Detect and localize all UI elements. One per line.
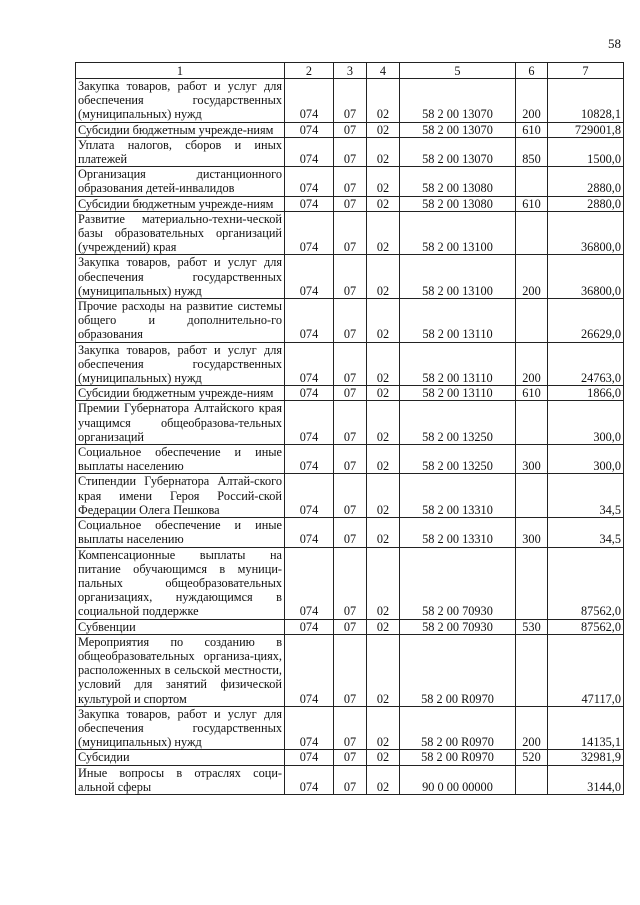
row-col5: 58 2 00 13310	[400, 474, 516, 518]
row-col6	[516, 299, 548, 343]
row-col4: 02	[367, 474, 400, 518]
row-col2: 074	[285, 706, 334, 750]
row-col3: 07	[334, 167, 367, 196]
row-name: Мероприятия по созданию в общеобразовательных организа-циях, расположенных в сельской местности, условий для занятий физической культурой и спортом	[76, 634, 285, 706]
row-col5: 58 2 00 70930	[400, 547, 516, 619]
row-col3: 07	[334, 386, 367, 401]
row-col5: 58 2 00 13110	[400, 386, 516, 401]
row-col4: 02	[367, 167, 400, 196]
row-col7: 47117,0	[548, 634, 624, 706]
row-col2: 074	[285, 137, 334, 166]
row-col7: 34,5	[548, 474, 624, 518]
row-col6	[516, 401, 548, 445]
row-name: Стипендии Губернатора Алтай-ского края имени Героя Россий-ской Федерации Олега Пешкова	[76, 474, 285, 518]
row-col4: 02	[367, 255, 400, 299]
table-row	[76, 137, 624, 166]
row-col6: 300	[516, 445, 548, 474]
row-col2: 074	[285, 518, 334, 547]
row-col4: 02	[367, 547, 400, 619]
header-cell: 5	[400, 63, 516, 79]
row-col6	[516, 765, 548, 794]
row-col5: 58 2 00 13250	[400, 401, 516, 445]
row-name: Закупка товаров, работ и услуг для обеспечения государственных (муниципальных) нужд	[76, 342, 285, 386]
row-col6	[516, 167, 548, 196]
header-row	[76, 63, 624, 79]
row-col4: 02	[367, 750, 400, 765]
row-col2: 074	[285, 750, 334, 765]
table-row	[76, 634, 624, 706]
header-cell: 4	[367, 63, 400, 79]
row-col7: 2880,0	[548, 196, 624, 211]
row-col7: 24763,0	[548, 342, 624, 386]
row-col6: 850	[516, 137, 548, 166]
row-col5: 58 2 00 70930	[400, 619, 516, 634]
row-name: Иные вопросы в отраслях соци-альной сферы	[76, 765, 285, 794]
row-col7: 36800,0	[548, 255, 624, 299]
table-row	[76, 401, 624, 445]
table-row	[76, 765, 624, 794]
row-col7: 14135,1	[548, 706, 624, 750]
row-col4: 02	[367, 299, 400, 343]
table-row	[76, 386, 624, 401]
row-name: Закупка товаров, работ и услуг для обеспечения государственных (муниципальных) нужд	[76, 79, 285, 123]
row-col5: 58 2 00 13110	[400, 299, 516, 343]
row-col4: 02	[367, 401, 400, 445]
row-col3: 07	[334, 518, 367, 547]
row-col2: 074	[285, 79, 334, 123]
row-col3: 07	[334, 122, 367, 137]
row-col3: 07	[334, 255, 367, 299]
row-col5: 58 2 00 13080	[400, 196, 516, 211]
row-col7: 87562,0	[548, 619, 624, 634]
row-col5: 58 2 00 13250	[400, 445, 516, 474]
row-col3: 07	[334, 342, 367, 386]
row-col4: 02	[367, 634, 400, 706]
row-col2: 074	[285, 401, 334, 445]
table-row	[76, 750, 624, 765]
row-col4: 02	[367, 386, 400, 401]
table-row	[76, 547, 624, 619]
row-col2: 074	[285, 122, 334, 137]
row-name: Субсидии бюджетным учрежде-ниям	[76, 122, 285, 137]
header-cell: 7	[548, 63, 624, 79]
row-col2: 074	[285, 196, 334, 211]
row-col6: 610	[516, 196, 548, 211]
row-col5: 58 2 00 13070	[400, 79, 516, 123]
row-col5: 58 2 00 13100	[400, 211, 516, 255]
row-col3: 07	[334, 211, 367, 255]
row-col5: 58 2 00 13080	[400, 167, 516, 196]
table-row	[76, 167, 624, 196]
row-col3: 07	[334, 196, 367, 211]
table-row	[76, 474, 624, 518]
row-col2: 074	[285, 765, 334, 794]
row-name: Субсидии	[76, 750, 285, 765]
row-col4: 02	[367, 79, 400, 123]
row-col5: 58 2 00 R0970	[400, 634, 516, 706]
table-row	[76, 196, 624, 211]
row-col3: 07	[334, 547, 367, 619]
row-name: Субвенции	[76, 619, 285, 634]
row-col7: 32981,9	[548, 750, 624, 765]
row-col6: 200	[516, 79, 548, 123]
row-name: Социальное обеспечение и иные выплаты населению	[76, 445, 285, 474]
row-col2: 074	[285, 342, 334, 386]
header-cell: 6	[516, 63, 548, 79]
row-col4: 02	[367, 342, 400, 386]
row-col3: 07	[334, 706, 367, 750]
header-cell: 1	[76, 63, 285, 79]
row-col6: 200	[516, 342, 548, 386]
row-col4: 02	[367, 518, 400, 547]
row-name: Прочие расходы на развитие системы общего и дополнительно-го образования	[76, 299, 285, 343]
table-row	[76, 299, 624, 343]
row-col7: 300,0	[548, 445, 624, 474]
row-col2: 074	[285, 255, 334, 299]
row-col5: 58 2 00 R0970	[400, 706, 516, 750]
row-col7: 34,5	[548, 518, 624, 547]
row-col2: 074	[285, 211, 334, 255]
row-name: Развитие материально-техни-ческой базы образовательных организаций (учреждений) края	[76, 211, 285, 255]
row-col3: 07	[334, 299, 367, 343]
row-col4: 02	[367, 445, 400, 474]
row-col2: 074	[285, 619, 334, 634]
row-col2: 074	[285, 634, 334, 706]
row-col3: 07	[334, 474, 367, 518]
row-col2: 074	[285, 167, 334, 196]
row-col4: 02	[367, 137, 400, 166]
row-name: Закупка товаров, работ и услуг для обеспечения государственных (муниципальных) нужд	[76, 706, 285, 750]
row-col7: 2880,0	[548, 167, 624, 196]
header-cell: 3	[334, 63, 367, 79]
row-col4: 02	[367, 619, 400, 634]
row-name: Субсидии бюджетным учрежде-ниям	[76, 196, 285, 211]
table-row	[76, 619, 624, 634]
row-col5: 58 2 00 13070	[400, 122, 516, 137]
row-col3: 07	[334, 750, 367, 765]
table-row	[76, 342, 624, 386]
row-name: Уплата налогов, сборов и иных платежей	[76, 137, 285, 166]
row-col7: 87562,0	[548, 547, 624, 619]
row-col6	[516, 474, 548, 518]
row-col5: 90 0 00 00000	[400, 765, 516, 794]
table-row	[76, 518, 624, 547]
row-col2: 074	[285, 299, 334, 343]
row-col3: 07	[334, 445, 367, 474]
row-col7: 1866,0	[548, 386, 624, 401]
row-col3: 07	[334, 765, 367, 794]
row-col6: 610	[516, 386, 548, 401]
table-row	[76, 79, 624, 123]
row-col2: 074	[285, 547, 334, 619]
row-col6: 200	[516, 706, 548, 750]
row-name: Организация дистанционного образования детей-инвалидов	[76, 167, 285, 196]
row-col7: 26629,0	[548, 299, 624, 343]
row-col6	[516, 547, 548, 619]
row-col3: 07	[334, 619, 367, 634]
row-col6: 200	[516, 255, 548, 299]
row-name: Компенсационные выплаты на питание обучающимся в муници-пальных общеобразовательных организациях, нуждающимся в социальной поддержке	[76, 547, 285, 619]
row-name: Премии Губернатора Алтайского края учащимся общеобразова-тельных организаций	[76, 401, 285, 445]
row-col3: 07	[334, 137, 367, 166]
row-col2: 074	[285, 474, 334, 518]
row-col7: 3144,0	[548, 765, 624, 794]
row-col3: 07	[334, 79, 367, 123]
table-row	[76, 445, 624, 474]
header-cell: 2	[285, 63, 334, 79]
row-col6: 530	[516, 619, 548, 634]
row-col4: 02	[367, 706, 400, 750]
row-col4: 02	[367, 211, 400, 255]
row-col3: 07	[334, 634, 367, 706]
row-col5: 58 2 00 13100	[400, 255, 516, 299]
table-row	[76, 211, 624, 255]
row-col5: 58 2 00 13070	[400, 137, 516, 166]
row-col6	[516, 211, 548, 255]
row-col3: 07	[334, 401, 367, 445]
budget-table	[75, 62, 624, 795]
table-row	[76, 706, 624, 750]
row-col5: 58 2 00 R0970	[400, 750, 516, 765]
row-col6: 300	[516, 518, 548, 547]
row-col2: 074	[285, 445, 334, 474]
row-col5: 58 2 00 13310	[400, 518, 516, 547]
row-name: Субсидии бюджетным учрежде-ниям	[76, 386, 285, 401]
page-number: 58	[608, 36, 621, 51]
row-col7: 300,0	[548, 401, 624, 445]
row-col5: 58 2 00 13110	[400, 342, 516, 386]
row-col6: 520	[516, 750, 548, 765]
row-col7: 36800,0	[548, 211, 624, 255]
row-col4: 02	[367, 122, 400, 137]
row-col7: 10828,1	[548, 79, 624, 123]
row-col6	[516, 634, 548, 706]
row-col2: 074	[285, 386, 334, 401]
row-col4: 02	[367, 765, 400, 794]
table-row	[76, 255, 624, 299]
row-col6: 610	[516, 122, 548, 137]
row-col4: 02	[367, 196, 400, 211]
row-name: Закупка товаров, работ и услуг для обеспечения государственных (муниципальных) нужд	[76, 255, 285, 299]
row-name: Социальное обеспечение и иные выплаты населению	[76, 518, 285, 547]
row-col7: 1500,0	[548, 137, 624, 166]
row-col7: 729001,8	[548, 122, 624, 137]
table-row	[76, 122, 624, 137]
